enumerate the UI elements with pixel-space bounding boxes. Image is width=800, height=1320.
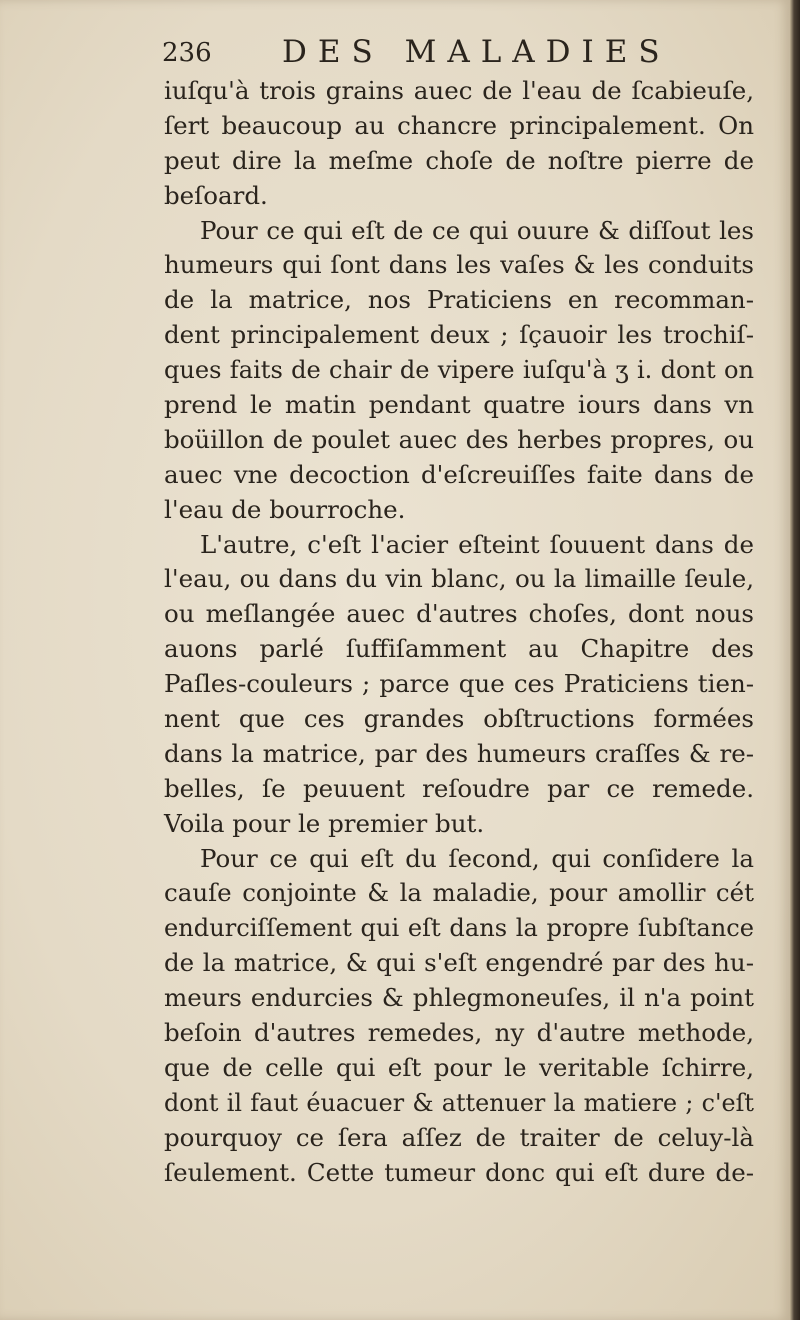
text-line: prend le matin pendant quatre iours dans vn — [164, 390, 754, 420]
text-line: boüillon de poulet auec des herbes propres, ou — [164, 424, 754, 454]
text-line: belles, ſe peuuent reſoudre par ce remede. — [164, 773, 754, 803]
text-line: beſoard. — [164, 180, 268, 210]
text-line: l'eau de bourroche. — [164, 494, 406, 524]
text-line: dans la matrice, par des humeurs craſſes & re- — [164, 738, 754, 768]
text-line: meurs endurcies & phlegmoneuſes, il n'a point — [164, 983, 754, 1013]
running-head: DES MALADIES — [282, 34, 671, 70]
page-edge — [790, 0, 800, 1320]
text-line: ſeulement. Cette tumeur donc qui eſt dure de- — [164, 1157, 754, 1187]
text-line: dent principalement deux ; ſçauoir les trochiſ- — [164, 320, 754, 350]
text-line: beſoin d'autres remedes, ny d'autre methode, — [164, 1018, 754, 1048]
text-line: auec vne decoction d'eſcreuiſſes faite dans de — [164, 459, 754, 489]
text-line: l'eau, ou dans du vin blanc, ou la limaille ſeule, — [164, 564, 754, 594]
text-line: ques faits de chair de vipere iuſqu'à ʒ i. dont on — [164, 356, 754, 385]
text-line: auons parlé ſuffiſamment au Chapitre des — [164, 634, 754, 664]
text-line: pourquoy ce ſera aſſez de traiter de celuy-là — [164, 1122, 754, 1152]
text-line: ou meſlangée auec d'autres choſes, dont nous — [164, 599, 754, 629]
text-line: cauſe conjointe & la maladie, pour amollir cét — [164, 878, 754, 908]
body-text — [164, 74, 754, 1191]
text-line: Pour ce qui eſt du ſecond, qui conſidere la — [200, 843, 754, 873]
text-line: ſert beaucoup au chancre principalement. On — [164, 110, 754, 140]
text-line: Voila pour le premier but. — [164, 808, 485, 838]
text-line: nent que ces grandes obſtructions formées — [164, 704, 754, 734]
text-line: peut dire la meſme choſe de noſtre pierre de — [164, 145, 754, 175]
text-line: de la matrice, & qui s'eſt engendré par des hu- — [164, 948, 754, 978]
text-line: Pour ce qui eſt de ce qui ouure & diſſout les — [200, 215, 754, 245]
page-header — [162, 34, 762, 74]
text-line: iuſqu'à trois grains auec de l'eau de ſcabieuſe, — [164, 76, 754, 105]
text-line: dont il faut éuacuer & attenuer la matiere ; c'eſt — [164, 1088, 754, 1117]
page-number: 236 — [162, 38, 212, 68]
text-line: endurciſſement qui eſt dans la propre ſubſtance — [164, 914, 754, 943]
text-line: de la matrice, nos Praticiens en recomman- — [164, 285, 754, 315]
text-line: Paſles-couleurs ; parce que ces Praticiens tien- — [164, 669, 754, 699]
text-line: humeurs qui ſont dans les vaſes & les conduits — [164, 250, 754, 280]
text-line: L'autre, c'eſt l'acier eſteint ſouuent dans de — [200, 529, 754, 559]
text-line: que de celle qui eſt pour le veritable ſchirre, — [164, 1052, 754, 1082]
